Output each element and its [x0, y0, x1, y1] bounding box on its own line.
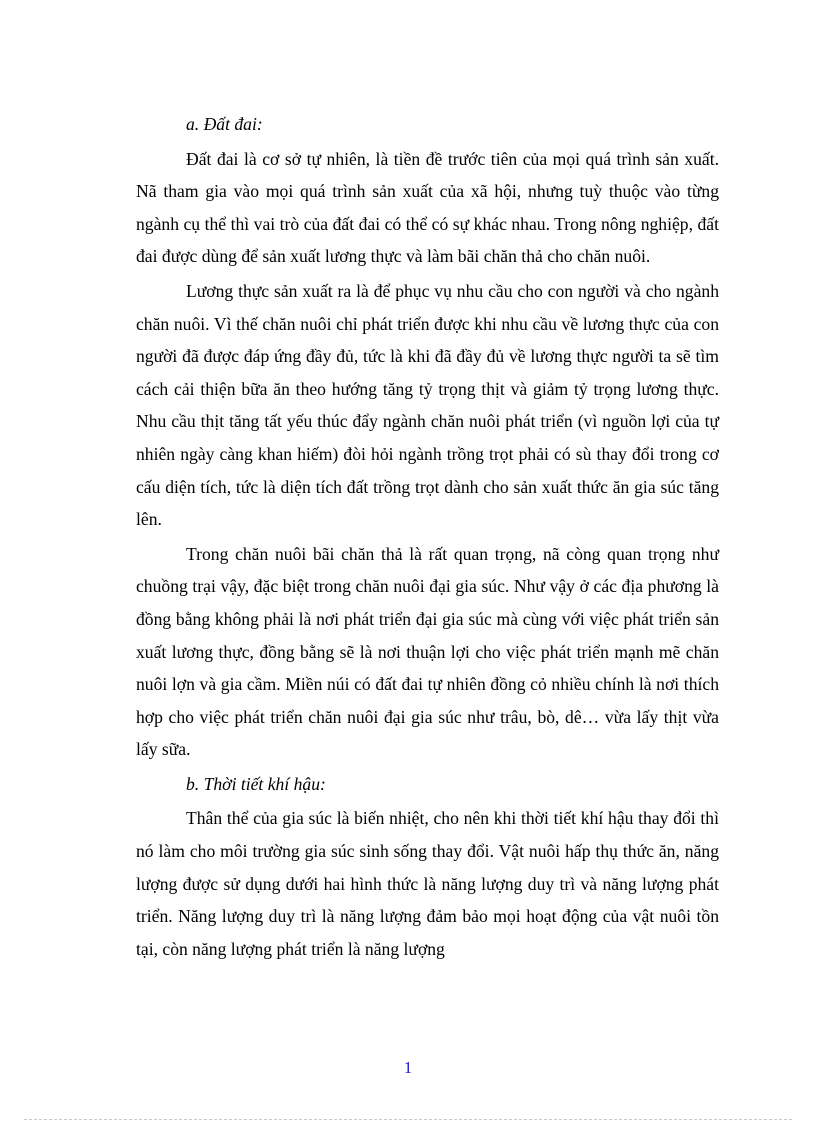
- paragraph: Lương thực sản xuất ra là để phục vụ nhu cầu cho con người và cho ngành chăn nuôi. Vì thế chăn nuôi chỉ phát triển được khi nhu cầu về lương thực của con người đã được đáp ứng đầy đủ, tức là khi đã đầy đủ về lương thực người ta sẽ tìm cách cải thiện bữa ăn theo hướng tăng tỷ trọng thịt và giảm tỷ trọng lương thực. Nhu cầu thịt tăng tất yếu thúc đẩy ngành chăn nuôi phát triển (vì nguồn lợi của tự nhiên ngày càng khan hiếm) đòi hỏi ngành trồng trọt phải có sù thay đổi trong cơ cấu diện tích, tức là diện tích đất trồng trọt dành cho sản xuất thức ăn gia súc tăng lên.: [136, 280, 719, 530]
- section-heading-climate: b. Thời tiết khí hậu:: [186, 773, 326, 794]
- paragraph: Đất đai là cơ sở tự nhiên, là tiền đề trước tiên của mọi quá trình sản xuất. Nã tham gia vào mọi quá trình sản xuất của xã hội, nhưng tuỳ thuộc vào từng ngành cụ thể thì vai trò của đất đai có thể có sự khác nhau. Trong nông nghiệp, đất đai được dùng để sản xuất lương thực và làm bãi chăn thả cho chăn nuôi.: [136, 148, 719, 267]
- section-heading-land: a. Đất đai:: [186, 114, 263, 134]
- paragraph: Thân thể của gia súc là biến nhiệt, cho nên khi thời tiết khí hậu thay đổi thì nó làm cho môi trường gia súc sinh sống thay đổi. Vật nuôi hấp thụ thức ăn, năng lượng được sử dụng dưới hai hình thức là năng lượng duy trì và năng lượng phát triển. Năng lượng duy trì là năng lượng đảm bảo mọi hoạt động của vật nuôi tồn tại, còn năng lượng phát triển là năng lượng: [136, 808, 719, 959]
- page-bottom-divider: [24, 1119, 792, 1120]
- document-body: [136, 108, 719, 967]
- page-number: 1: [403, 1058, 413, 1077]
- paragraph: Trong chăn nuôi bãi chăn thả là rất quan trọng, nã còng quan trọng như chuồng trại vậy, đặc biệt trong chăn nuôi đại gia súc. Như vậy ở các địa phương là đồng bằng không phải là nơi phát triển đại gia súc mà cùng với việc phát triển sản xuất lương thực, đồng bằng sẽ là nơi thuận lợi cho việc phát triển mạnh mẽ chăn nuôi lợn và gia cầm. Miền núi có đất đai tự nhiên đồng cỏ nhiều chính là nơi thích hợp cho việc phát triển chăn nuôi đại gia súc như trâu, bò, dê… vừa lấy thịt vừa lấy sữa.: [136, 543, 719, 760]
